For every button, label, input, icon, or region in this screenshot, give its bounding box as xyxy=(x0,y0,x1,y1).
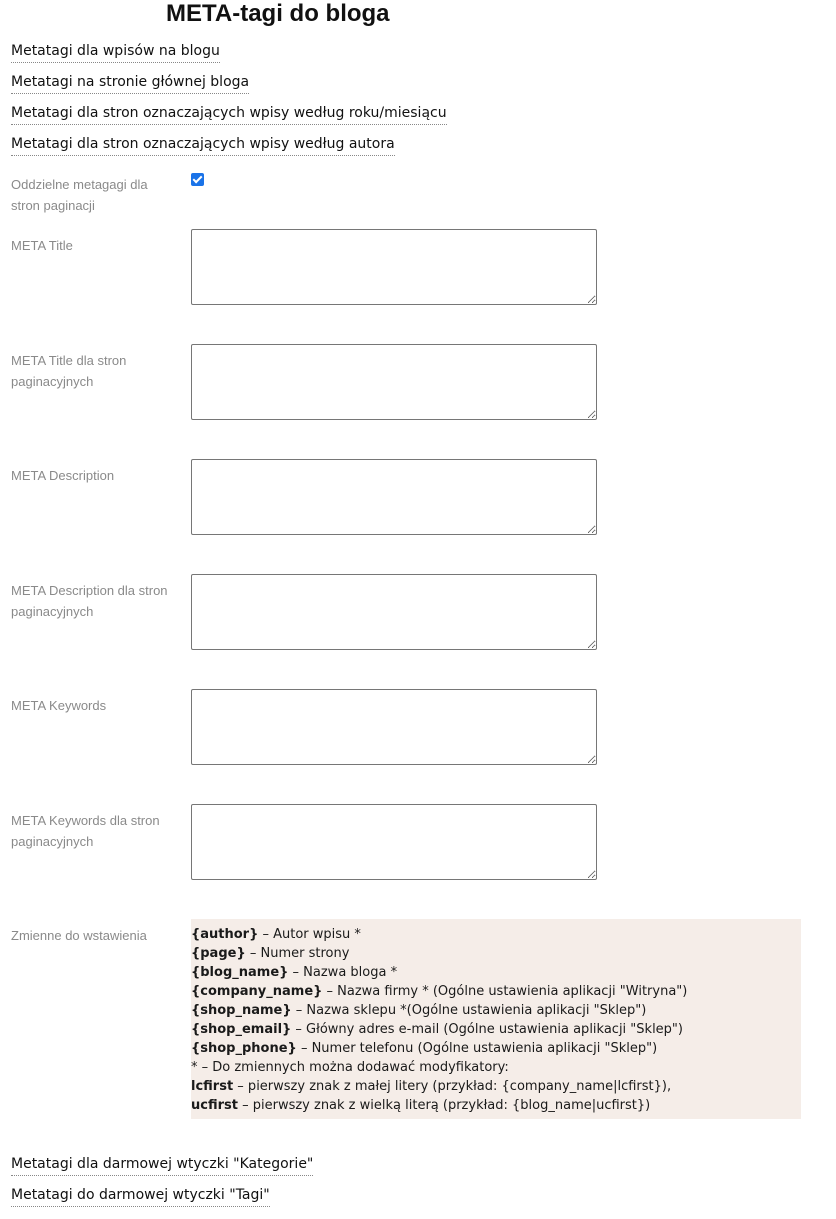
variable-desc: – Numer strony xyxy=(245,946,350,961)
variable-item xyxy=(191,925,801,944)
section-link-posts[interactable]: Metatagi dla wpisów na blogu xyxy=(11,42,220,63)
meta-title-paginated-label: META Title dla stron paginacyjnych xyxy=(11,353,127,389)
section-link-homepage[interactable]: Metatagi na stronie głównej bloga xyxy=(11,73,249,94)
meta-description-label: META Description xyxy=(11,468,115,483)
meta-keywords-input[interactable] xyxy=(191,689,597,765)
section-link-tags-plugin[interactable]: Metatagi do darmowej wtyczki "Tagi" xyxy=(11,1186,270,1207)
modifier-desc: – pierwszy znak z wielką literą (przykład: {blog_name|ucfirst}) xyxy=(237,1098,651,1113)
variable-desc: – Nazwa firmy * (Ogólne ustawienia aplikacji "Witryna") xyxy=(322,984,688,999)
meta-keywords-paginated-label: META Keywords dla stron paginacyjnych xyxy=(11,813,160,849)
meta-description-input[interactable] xyxy=(191,459,597,535)
variable-desc: – Nazwa bloga * xyxy=(288,965,398,980)
variable-item xyxy=(191,944,801,963)
section-link-categories-plugin[interactable]: Metatagi dla darmowej wtyczki "Kategorie" xyxy=(11,1155,313,1176)
meta-title-paginated-input[interactable] xyxy=(191,344,597,420)
meta-title-label: META Title xyxy=(11,238,73,253)
variable-item xyxy=(191,1039,801,1058)
variable-key: {shop_name} xyxy=(191,1003,292,1018)
variables-label: Zmienne do wstawienia xyxy=(11,928,147,943)
variable-desc: – Autor wpisu * xyxy=(258,927,361,942)
modifier-desc: – pierwszy znak z małej litery (przykład: {company_name|lcfirst}), xyxy=(233,1079,672,1094)
modifier-item xyxy=(191,1077,801,1096)
modifiers-note: * – Do zmiennych można dodawać modyfikatory: xyxy=(191,1060,509,1075)
variables-panel xyxy=(191,919,801,1119)
variable-item xyxy=(191,1001,801,1020)
variable-desc: – Nazwa sklepu *(Ogólne ustawienia aplikacji "Sklep") xyxy=(291,1003,647,1018)
pagination-toggle-label: Oddzielne metagagi dla stron paginacji xyxy=(11,177,148,213)
variable-key: {author} xyxy=(191,927,259,942)
meta-description-paginated-label: META Description dla stron paginacyjnych xyxy=(11,583,168,619)
modifier-key: lcfirst xyxy=(191,1079,234,1094)
variable-key: {company_name} xyxy=(191,984,323,999)
variable-item xyxy=(191,1020,801,1039)
variable-key: {blog_name} xyxy=(191,965,289,980)
variable-key: {page} xyxy=(191,946,246,961)
variable-desc: – Główny adres e-mail (Ogólne ustawienia aplikacji "Sklep") xyxy=(291,1022,683,1037)
section-link-author[interactable]: Metatagi dla stron oznaczających wpisy według autora xyxy=(11,135,395,156)
modifier-key: ucfirst xyxy=(191,1098,238,1113)
meta-keywords-paginated-input[interactable] xyxy=(191,804,597,880)
pagination-toggle-checkbox[interactable] xyxy=(191,173,204,186)
section-link-year-month[interactable]: Metatagi dla stron oznaczających wpisy według roku/miesiącu xyxy=(11,104,447,125)
variable-key: {shop_email} xyxy=(191,1022,292,1037)
variable-item xyxy=(191,982,801,1001)
variable-item xyxy=(191,963,801,982)
variable-key: {shop_phone} xyxy=(191,1041,297,1056)
meta-keywords-label: META Keywords xyxy=(11,698,107,713)
meta-title-input[interactable] xyxy=(191,229,597,305)
page-title: META-tagi do bloga xyxy=(166,0,390,27)
modifier-item xyxy=(191,1096,801,1115)
meta-description-paginated-input[interactable] xyxy=(191,574,597,650)
variable-desc: – Numer telefonu (Ogólne ustawienia aplikacji "Sklep") xyxy=(296,1041,658,1056)
